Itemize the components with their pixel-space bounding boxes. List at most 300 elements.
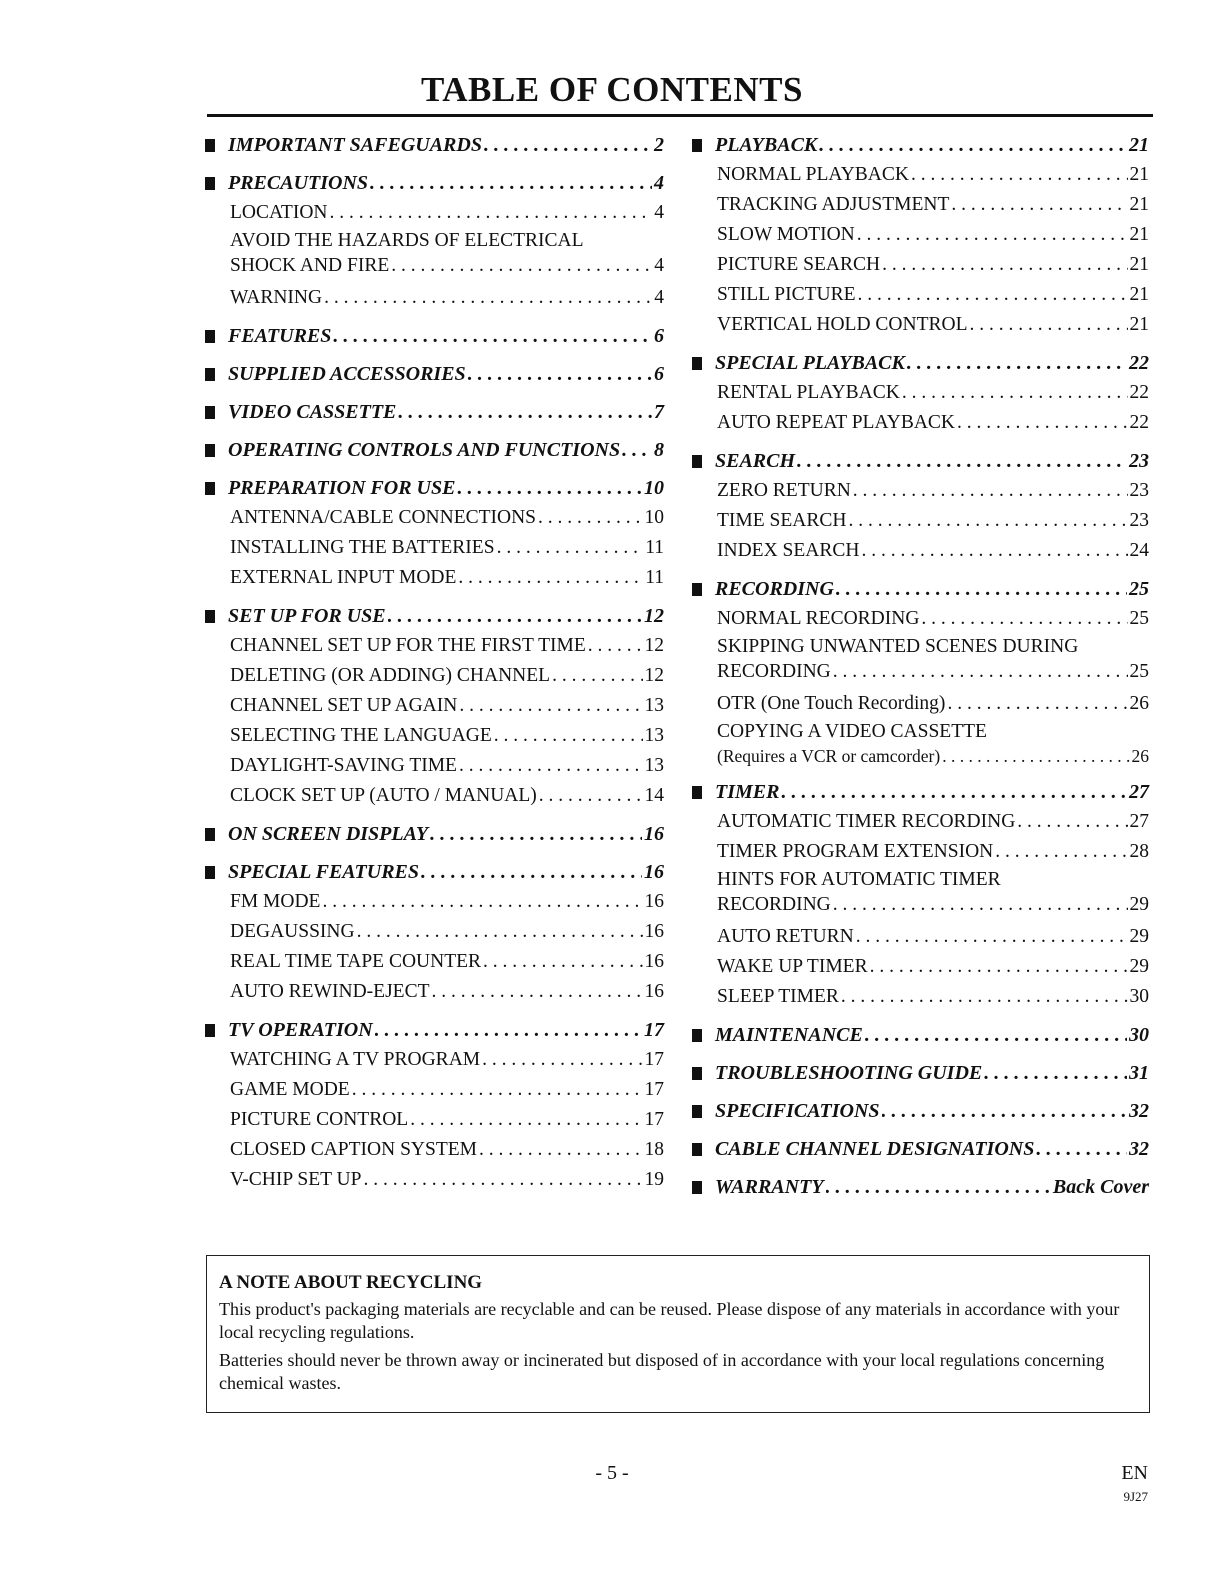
- toc-section: [692, 1058, 1149, 1088]
- toc-subentry-label: INSTALLING THE BATTERIES: [230, 537, 495, 558]
- toc-heading-page: 16: [644, 823, 664, 845]
- toc-heading-page: 6: [654, 325, 664, 347]
- toc-subentry-page: 21: [1129, 254, 1149, 275]
- toc-subentry[interactable]: [692, 689, 1149, 719]
- dot-leader: [921, 604, 1127, 634]
- toc-subentry-line1: HINTS FOR AUTOMATIC TIMER: [717, 869, 1001, 890]
- toc-section: [205, 359, 664, 389]
- toc-section-heading[interactable]: [205, 168, 664, 198]
- toc-heading-label: RECORDING: [715, 578, 834, 600]
- toc-subentry-page: 26: [1129, 693, 1149, 714]
- dot-leader: [882, 250, 1127, 280]
- toc-section: [692, 1134, 1149, 1164]
- toc-subentry[interactable]: [692, 220, 1149, 250]
- toc-subentry-label: CLOSED CAPTION SYSTEM: [230, 1139, 478, 1160]
- toc-subentry-wrapped[interactable]: [692, 867, 1149, 917]
- dot-leader: [870, 952, 1128, 982]
- toc-subentry[interactable]: [205, 1045, 664, 1075]
- dot-leader: [797, 446, 1127, 476]
- toc-section-heading[interactable]: [205, 857, 664, 887]
- page-number: - 5 -: [595, 1462, 629, 1484]
- toc-heading-page: Back Cover: [1052, 1176, 1149, 1198]
- toc-heading-label: SET UP FOR USE: [228, 605, 386, 627]
- toc-subentry-page: 19: [644, 1169, 664, 1190]
- toc-subentry[interactable]: [205, 1165, 664, 1195]
- dot-leader: [494, 721, 643, 751]
- toc-subentry[interactable]: [205, 691, 664, 721]
- toc-heading-label: SEARCH: [715, 450, 796, 472]
- bullet-icon: [205, 406, 215, 419]
- toc-section: [205, 473, 664, 593]
- toc-subentry-label: CHANNEL SET UP AGAIN: [230, 695, 458, 716]
- dot-leader: [391, 253, 652, 278]
- dot-leader: [588, 631, 643, 661]
- dot-leader: [333, 321, 652, 351]
- toc-subentry-page: 21: [1129, 164, 1149, 185]
- toc-subentry-line2: [717, 744, 1149, 769]
- toc-subentry[interactable]: [205, 283, 664, 313]
- toc-subentry-line1: SKIPPING UNWANTED SCENES DURING: [717, 636, 1079, 657]
- dot-leader: [622, 435, 652, 465]
- toc-subentry-label: WARNING: [230, 287, 323, 308]
- dot-leader: [484, 130, 652, 160]
- bullet-icon: [692, 1029, 702, 1042]
- bullet-icon: [692, 1067, 702, 1080]
- toc-heading-label: SPECIAL FEATURES: [228, 861, 419, 883]
- toc-subentry-wrapped[interactable]: [692, 719, 1149, 769]
- toc-subentry-label: INDEX SEARCH: [717, 540, 860, 561]
- dot-leader: [398, 397, 652, 427]
- bullet-icon: [205, 444, 215, 457]
- toc-subentry-label: NORMAL PLAYBACK: [717, 164, 909, 185]
- dot-leader: [459, 691, 642, 721]
- toc-section-heading[interactable]: [692, 574, 1149, 604]
- dot-leader: [947, 689, 1127, 719]
- toc-subentry[interactable]: [205, 947, 664, 977]
- bullet-icon: [692, 583, 702, 596]
- toc-subentry[interactable]: [692, 190, 1149, 220]
- toc-heading-label: MAINTENANCE: [715, 1024, 863, 1046]
- dot-leader: [459, 751, 643, 781]
- toc-heading-page: 30: [1129, 1024, 1149, 1046]
- bullet-icon: [205, 139, 215, 152]
- toc-subentry[interactable]: [692, 807, 1149, 837]
- dot-leader: [848, 506, 1127, 536]
- title-rule: [207, 114, 1153, 117]
- toc-subentry[interactable]: [205, 631, 664, 661]
- toc-subentry-page: 24: [1129, 540, 1149, 561]
- dot-leader: [375, 1015, 642, 1045]
- toc-subentry[interactable]: [205, 198, 664, 228]
- toc-heading-label: OPERATING CONTROLS AND FUNCTIONS: [228, 439, 621, 461]
- toc-subentry-label: PICTURE SEARCH: [717, 254, 881, 275]
- toc-section-heading[interactable]: [692, 1096, 1149, 1126]
- dot-leader: [1036, 1134, 1127, 1164]
- toc-subentry-page: 21: [1129, 194, 1149, 215]
- toc-subentry-line1: COPYING A VIDEO CASSETTE: [717, 721, 987, 742]
- dot-leader: [432, 977, 643, 1007]
- toc-section-heading[interactable]: [692, 130, 1149, 160]
- toc-right-column: [692, 130, 1149, 1210]
- toc-subentry-label: TIMER PROGRAM EXTENSION: [717, 841, 994, 862]
- toc-section: [692, 777, 1149, 1012]
- dot-leader: [861, 536, 1127, 566]
- toc-subentry-line1: AVOID THE HAZARDS OF ELECTRICAL: [230, 230, 584, 251]
- toc-subentry[interactable]: [205, 977, 664, 1007]
- toc-subentry-line2: [717, 659, 1149, 684]
- dot-leader: [856, 922, 1128, 952]
- toc-subentry[interactable]: [205, 917, 664, 947]
- dot-leader: [468, 359, 652, 389]
- dot-leader: [970, 310, 1128, 340]
- toc-section: [205, 130, 664, 160]
- toc-section: [692, 1172, 1149, 1202]
- toc-heading-page: 6: [654, 363, 664, 385]
- toc-subentry-label: NORMAL RECORDING: [717, 608, 920, 629]
- toc-subentry-label: RECORDING: [717, 894, 831, 915]
- toc-subentry[interactable]: [205, 661, 664, 691]
- toc-subentry[interactable]: [692, 408, 1149, 438]
- dot-leader: [902, 378, 1128, 408]
- toc-heading-page: 22: [1129, 352, 1149, 374]
- toc-section-heading[interactable]: [692, 348, 1149, 378]
- toc-section: [205, 857, 664, 1007]
- bullet-icon: [205, 866, 215, 879]
- toc-subentry-page: 16: [644, 981, 664, 1002]
- toc-subentry-label: TRACKING ADJUSTMENT: [717, 194, 950, 215]
- toc-heading-page: 32: [1129, 1100, 1149, 1122]
- toc-subentry-page: 4: [654, 287, 664, 308]
- toc-section-heading[interactable]: [205, 473, 664, 503]
- toc-subentry[interactable]: [692, 922, 1149, 952]
- recycling-note: [206, 1255, 1150, 1413]
- bullet-icon: [692, 139, 702, 152]
- toc-subentry[interactable]: [692, 536, 1149, 566]
- toc-heading-label: SPECIFICATIONS: [715, 1100, 880, 1122]
- toc-section-heading[interactable]: [692, 1134, 1149, 1164]
- toc-section-heading[interactable]: [205, 435, 664, 465]
- toc-subentry-label: AUTO RETURN: [717, 926, 854, 947]
- toc-subentry-page: 23: [1129, 480, 1149, 501]
- toc-subentry-page: 4: [654, 255, 664, 276]
- toc-subentry-label: PICTURE CONTROL: [230, 1109, 409, 1130]
- toc-subentry[interactable]: [692, 952, 1149, 982]
- toc-subentry-page: 29: [1129, 894, 1149, 915]
- toc-heading-page: 23: [1129, 450, 1149, 472]
- dot-leader: [497, 533, 644, 563]
- bullet-icon: [692, 455, 702, 468]
- dot-leader: [942, 744, 1129, 769]
- toc-subentry-label: DEGAUSSING: [230, 921, 355, 942]
- toc-subentry-page: 29: [1129, 926, 1149, 947]
- toc-heading-page: 31: [1129, 1062, 1149, 1084]
- toc-subentry-wrapped[interactable]: [692, 634, 1149, 684]
- toc-subentry-label: (Requires a VCR or camcorder): [717, 746, 941, 766]
- dot-leader: [951, 190, 1127, 220]
- model-code: 9J27: [1123, 1489, 1148, 1504]
- toc-subentry-label: VERTICAL HOLD CONTROL: [717, 314, 968, 335]
- toc-section: [205, 819, 664, 849]
- toc-subentry-label: AUTO REPEAT PLAYBACK: [717, 412, 956, 433]
- dot-leader: [430, 819, 642, 849]
- dot-leader: [552, 661, 642, 691]
- toc-subentry-page: 12: [644, 665, 664, 686]
- toc-section-heading[interactable]: [692, 446, 1149, 476]
- bullet-icon: [205, 828, 215, 841]
- toc-subentry-wrapped[interactable]: [205, 228, 664, 278]
- toc-subentry-page: 13: [644, 725, 664, 746]
- toc-subentry[interactable]: [692, 506, 1149, 536]
- dot-leader: [388, 601, 642, 631]
- toc-subentry-page: 16: [644, 951, 664, 972]
- dot-leader: [539, 781, 643, 811]
- toc-subentry-page: 21: [1129, 284, 1149, 305]
- toc-subentry-label: OTR (One Touch Recording): [717, 693, 946, 714]
- bullet-icon: [205, 1024, 215, 1037]
- toc-heading-label: TIMER: [715, 781, 780, 803]
- toc-subentry-page: 22: [1129, 382, 1149, 403]
- toc-subentry-label: GAME MODE: [230, 1079, 350, 1100]
- toc-subentry[interactable]: [205, 721, 664, 751]
- toc-subentry[interactable]: [692, 310, 1149, 340]
- toc-subentry-label: ANTENNA/CABLE CONNECTIONS: [230, 507, 537, 528]
- toc-subentry[interactable]: [692, 476, 1149, 506]
- toc-subentry-label: FM MODE: [230, 891, 321, 912]
- note-paragraph-1: This product's packaging materials are recyclable and can be reused. Please dispose of any materials in accordance with your local recycling regulations.: [219, 1299, 1120, 1342]
- toc-subentry[interactable]: [205, 503, 664, 533]
- toc-heading-label: SPECIAL PLAYBACK: [715, 352, 905, 374]
- toc-subentry-label: SLOW MOTION: [717, 224, 855, 245]
- toc-subentry[interactable]: [692, 837, 1149, 867]
- toc-subentry-page: 26: [1131, 746, 1149, 766]
- toc-heading-page: 2: [654, 134, 664, 156]
- toc-section-heading[interactable]: [692, 1020, 1149, 1050]
- toc-subentry-page: 18: [644, 1139, 664, 1160]
- dot-leader: [1017, 807, 1127, 837]
- toc-heading-label: WARRANTY: [715, 1176, 824, 1198]
- toc-subentry-label: EXTERNAL INPUT MODE: [230, 567, 457, 588]
- toc-subentry-page: 10: [644, 507, 664, 528]
- toc-subentry-page: 17: [644, 1079, 664, 1100]
- language-code: EN: [1121, 1462, 1148, 1484]
- toc-subentry[interactable]: [692, 982, 1149, 1012]
- toc-subentry[interactable]: [205, 533, 664, 563]
- toc-heading-label: PLAYBACK: [715, 134, 818, 156]
- toc-subentry-page: 14: [644, 785, 664, 806]
- toc-subentry-page: 28: [1129, 841, 1149, 862]
- note-title: A NOTE ABOUT RECYCLING: [219, 1272, 483, 1293]
- dot-leader: [479, 1135, 642, 1165]
- bullet-icon: [692, 786, 702, 799]
- bullet-icon: [205, 610, 215, 623]
- toc-subentry[interactable]: [205, 1075, 664, 1105]
- dot-leader: [836, 574, 1127, 604]
- toc-subentry[interactable]: [692, 604, 1149, 634]
- toc-subentry-label: REAL TIME TAPE COUNTER: [230, 951, 482, 972]
- dot-leader: [324, 283, 652, 313]
- toc-subentry-label: SLEEP TIMER: [717, 986, 839, 1007]
- toc-subentry-page: 17: [644, 1109, 664, 1130]
- dot-leader: [781, 777, 1127, 807]
- toc-section-heading[interactable]: [205, 819, 664, 849]
- toc-subentry[interactable]: [205, 887, 664, 917]
- toc-section: [205, 601, 664, 811]
- toc-heading-label: CABLE CHANNEL DESIGNATIONS: [715, 1138, 1035, 1160]
- toc-section: [692, 130, 1149, 340]
- toc-section: [692, 446, 1149, 566]
- toc-subentry[interactable]: [692, 280, 1149, 310]
- dot-leader: [833, 659, 1128, 684]
- toc-heading-label: PRECAUTIONS: [228, 172, 369, 194]
- dot-leader: [352, 1075, 643, 1105]
- toc-heading-page: 27: [1129, 781, 1149, 803]
- toc-subentry-page: 13: [644, 695, 664, 716]
- toc-subentry[interactable]: [692, 160, 1149, 190]
- toc-subentry[interactable]: [692, 250, 1149, 280]
- toc-section-heading[interactable]: [205, 130, 664, 160]
- toc-subentry-label: SHOCK AND FIRE: [230, 255, 390, 276]
- toc-subentry-page: 30: [1129, 986, 1149, 1007]
- toc-section: [205, 321, 664, 351]
- toc-subentry[interactable]: [205, 751, 664, 781]
- toc-subentry-label: RENTAL PLAYBACK: [717, 382, 900, 403]
- dot-leader: [826, 1172, 1051, 1202]
- toc-heading-page: 8: [654, 439, 664, 461]
- toc-heading-page: 7: [654, 401, 664, 423]
- toc-section: [692, 348, 1149, 438]
- toc-subentry-label: AUTOMATIC TIMER RECORDING: [717, 811, 1016, 832]
- toc-subentry-page: 12: [644, 635, 664, 656]
- bullet-icon: [205, 177, 215, 190]
- bullet-icon: [205, 330, 215, 343]
- toc-subentry-label: V-CHIP SET UP: [230, 1169, 362, 1190]
- bullet-icon: [692, 357, 702, 370]
- dot-leader: [841, 982, 1128, 1012]
- dot-leader: [882, 1096, 1127, 1126]
- toc-heading-page: 4: [654, 172, 664, 194]
- toc-subentry-page: 4: [654, 202, 664, 223]
- toc-subentry-page: 21: [1129, 224, 1149, 245]
- toc-heading-label: PREPARATION FOR USE: [228, 477, 456, 499]
- dot-leader: [410, 1105, 642, 1135]
- toc-subentry-page: 16: [644, 921, 664, 942]
- toc-subentry-label: WATCHING A TV PROGRAM: [230, 1049, 481, 1070]
- dot-leader: [984, 1058, 1127, 1088]
- toc-section-heading[interactable]: [205, 397, 664, 427]
- dot-leader: [483, 947, 642, 977]
- toc-section-heading[interactable]: [692, 1172, 1149, 1202]
- toc-subentry[interactable]: [692, 378, 1149, 408]
- toc-subentry-page: 16: [644, 891, 664, 912]
- toc-subentry-line2: [717, 892, 1149, 917]
- dot-leader: [853, 476, 1128, 506]
- dot-leader: [995, 837, 1127, 867]
- dot-leader: [957, 408, 1127, 438]
- dot-leader: [907, 348, 1127, 378]
- toc-subentry-page: 29: [1129, 956, 1149, 977]
- toc-subentry[interactable]: [205, 563, 664, 593]
- toc-left-column: [205, 130, 664, 1203]
- toc-section: [205, 397, 664, 427]
- toc-heading-label: SUPPLIED ACCESSORIES: [228, 363, 466, 385]
- toc-subentry-page: 17: [644, 1049, 664, 1070]
- dot-leader: [370, 168, 652, 198]
- toc-section: [692, 574, 1149, 769]
- bullet-icon: [692, 1181, 702, 1194]
- toc-subentry[interactable]: [205, 1105, 664, 1135]
- toc-section-heading[interactable]: [205, 359, 664, 389]
- toc-subentry[interactable]: [205, 781, 664, 811]
- dot-leader: [857, 280, 1127, 310]
- dot-leader: [819, 130, 1127, 160]
- toc-section: [205, 435, 664, 465]
- toc-heading-page: 17: [644, 1019, 664, 1041]
- toc-section-heading[interactable]: [205, 321, 664, 351]
- toc-heading-page: 32: [1129, 1138, 1149, 1160]
- toc-subentry-page: 27: [1129, 811, 1149, 832]
- toc-subentry-label: CHANNEL SET UP FOR THE FIRST TIME: [230, 635, 586, 656]
- bullet-icon: [205, 482, 215, 495]
- toc-section: [692, 1020, 1149, 1050]
- dot-leader: [833, 892, 1128, 917]
- toc-subentry-page: 21: [1129, 314, 1149, 335]
- toc-section-heading[interactable]: [205, 1015, 664, 1045]
- toc-subentry-page: 23: [1129, 510, 1149, 531]
- page-title: TABLE OF CONTENTS: [421, 70, 803, 109]
- bullet-icon: [692, 1143, 702, 1156]
- dot-leader: [330, 198, 653, 228]
- bullet-icon: [692, 1105, 702, 1118]
- toc-subentry-label: CLOCK SET UP (AUTO / MANUAL): [230, 785, 537, 806]
- dot-leader: [911, 160, 1128, 190]
- toc-subentry-label: RECORDING: [717, 661, 831, 682]
- toc-subentry-page: 13: [644, 755, 664, 776]
- toc-subentry-line2: [230, 253, 664, 278]
- dot-leader: [363, 1165, 642, 1195]
- toc-heading-page: 16: [644, 861, 664, 883]
- toc-subentry-page: 11: [645, 567, 664, 588]
- dot-leader: [857, 220, 1128, 250]
- dot-leader: [322, 887, 642, 917]
- dot-leader: [421, 857, 642, 887]
- dot-leader: [458, 563, 643, 593]
- toc-subentry[interactable]: [205, 1135, 664, 1165]
- toc-section-heading[interactable]: [692, 1058, 1149, 1088]
- toc-section: [692, 1096, 1149, 1126]
- toc-subentry-label: LOCATION: [230, 202, 328, 223]
- toc-subentry-page: 22: [1129, 412, 1149, 433]
- dot-leader: [538, 503, 642, 533]
- toc-subentry-label: AUTO REWIND-EJECT: [230, 981, 430, 1002]
- toc-subentry-label: STILL PICTURE: [717, 284, 856, 305]
- toc-heading-label: TROUBLESHOOTING GUIDE: [715, 1062, 983, 1084]
- dot-leader: [865, 1020, 1127, 1050]
- toc-heading-label: IMPORTANT SAFEGUARDS: [228, 134, 482, 156]
- toc-heading-label: FEATURES: [228, 325, 332, 347]
- toc-section: [205, 1015, 664, 1195]
- toc-section-heading[interactable]: [692, 777, 1149, 807]
- toc-heading-page: 25: [1129, 578, 1149, 600]
- toc-heading-label: ON SCREEN DISPLAY: [228, 823, 429, 845]
- note-paragraph-2: Batteries should never be thrown away or incinerated but disposed of in accordance with your local regulations concerning chemical wastes.: [219, 1350, 1105, 1393]
- toc-subentry-label: DELETING (OR ADDING) CHANNEL: [230, 665, 551, 686]
- toc-heading-page: 12: [644, 605, 664, 627]
- toc-subentry-page: 25: [1129, 608, 1149, 629]
- toc-section-heading[interactable]: [205, 601, 664, 631]
- bullet-icon: [205, 368, 215, 381]
- toc-subentry-label: TIME SEARCH: [717, 510, 847, 531]
- toc-heading-label: VIDEO CASSETTE: [228, 401, 397, 423]
